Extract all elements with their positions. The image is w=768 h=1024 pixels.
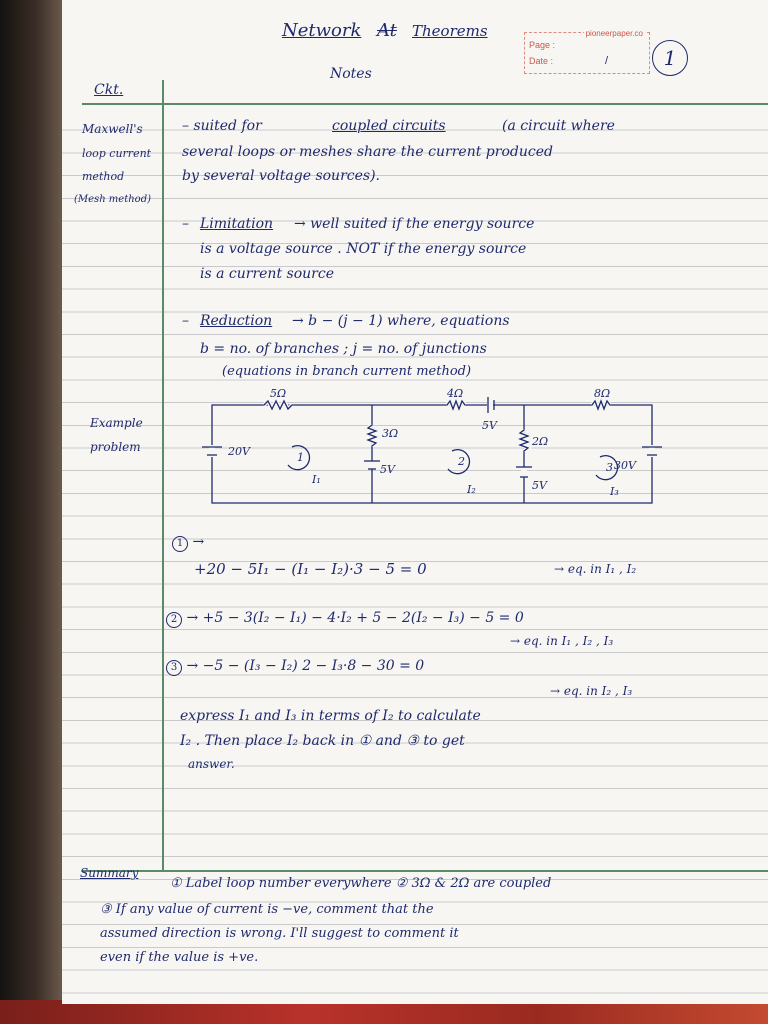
p2-line3: is a current source: [200, 266, 334, 282]
label-r1: 5Ω: [270, 387, 287, 400]
page-subtitle: Notes: [330, 66, 372, 82]
express-line2: I₂ . Then place I₂ back in ① and ③ to get: [180, 733, 465, 749]
eq3-label: 3: [166, 660, 182, 676]
summary-line3: assumed direction is wrong. I'll suggest to comment it: [100, 926, 459, 941]
summary-rule: [82, 870, 768, 872]
current-i3-label: I₃: [610, 485, 619, 498]
label-r5: 2Ω: [532, 435, 549, 448]
label-r4: 3Ω: [382, 427, 399, 440]
p2-line2: is a voltage source . NOT if the energy source: [200, 241, 527, 257]
method-name-3: method: [82, 170, 125, 183]
label-r3: 8Ω: [594, 387, 611, 400]
p3-line3: (equations in branch current method): [222, 364, 472, 379]
express-line3: answer.: [188, 757, 235, 771]
loop-1-label: 1: [297, 451, 304, 464]
eq1-note: → eq. in I₁ , I₂: [554, 562, 637, 576]
title-network: Network: [282, 20, 362, 41]
method-name-4: (Mesh method): [74, 194, 151, 205]
loop-3-label: 3: [606, 461, 613, 474]
p3-reduction: Reduction: [200, 313, 273, 329]
p1-line2: several loops or meshes share the current produced: [182, 144, 553, 160]
method-name-1: Maxwell's: [82, 122, 143, 136]
loop-2-label: 2: [458, 455, 465, 468]
summary-label: Summary: [80, 866, 139, 880]
label-r2: 4Ω: [447, 387, 464, 400]
page-label: Page :: [529, 40, 556, 50]
eq1: +20 − 5I₁ − (I₁ − I₂)·3 − 5 = 0: [194, 560, 427, 578]
circuit-diagram: [202, 385, 662, 510]
p2-dash: –: [182, 216, 189, 232]
notebook-page: Network At Theorems Notes pioneerpaper.co Page : Date : / 1 Ckt. Maxwell's loop current method (Mesh method) Example problem Summary – suited for coupled circuits (a circuit where several loops or meshes share the current produced by several voltage sources). – Limitation → well suited if the energy source is a voltage source . NOT if the energy source is a current source – Reduction → b − (j − 1) where, equations b = no. of branches ; j = no. of junctions (equations in branch current method) 5Ω 4Ω 8Ω 3Ω 2Ω 20V 5V 5V 5V 30V 1 2 3 I₁ I₂ I₃ 1 → +20 − 5I₁ − (I₁ − I₂)·3 − 5 = 0 → eq. in I₁ , I₂ 2 → +5 − 3(I₂ − I₁) − 4·I₂ + 5 − 2(I₂ − I₃) − 5 = 0 → eq. in I₁ , I₂ , I₃ 3 → −5 − (I₃ − I₂) 2 − I₃·8 − 30 = 0 → eq. in I₂ , I₃ express I₁ and I₃ in terms of I₂ to calculate I₂ . Then place I₂ back in ① and ③ to get answer. ① Label loop number everywhere ② 3Ω & 2Ω are coupled ③ If any value of current is −ve, comment that the assumed direction is wrong. I'll suggest to comment it even if the value is +ve.: [62, 0, 768, 1004]
summary-line1: ① Label loop number everywhere ② 3Ω & 2Ω are coupled: [170, 876, 552, 891]
title-theorems: Theorems: [412, 22, 488, 40]
eq3-note: → eq. in I₂ , I₃: [550, 684, 633, 698]
eq3: → −5 − (I₃ − I₂) 2 − I₃·8 − 30 = 0: [186, 658, 425, 674]
eq2-note: → eq. in I₁ , I₂ , I₃: [510, 634, 614, 648]
eq1-label: 1: [172, 536, 188, 552]
label-v2: 5V: [482, 419, 497, 432]
margin-line: [162, 80, 164, 870]
eq2: → +5 − 3(I₂ − I₁) − 4·I₂ + 5 − 2(I₂ − I₃) − 5 = 0: [186, 610, 524, 626]
p1-line1b: coupled circuits: [332, 118, 446, 134]
eq2-label: 2: [166, 612, 182, 628]
eq2-row: [166, 610, 524, 628]
date-value: /: [605, 55, 609, 67]
date-label: Date :: [529, 56, 554, 66]
current-i2-label: I₂: [467, 483, 476, 496]
page-info-box: [524, 29, 650, 74]
p2-limitation: Limitation: [200, 216, 274, 232]
example-label-2: problem: [90, 440, 141, 454]
method-name-2: loop current: [82, 147, 152, 160]
express-line1: express I₁ and I₃ in terms of I₂ to calculate: [180, 708, 481, 724]
p3-line2: b = no. of branches ; j = no. of junctions: [200, 341, 487, 357]
p3-line1: → b − (j − 1) where, equations: [292, 313, 510, 329]
example-label-1: Example: [90, 416, 143, 430]
p1-line3: by several voltage sources).: [182, 168, 380, 184]
eq3-row: [166, 658, 424, 676]
label-v4: 5V: [532, 479, 547, 492]
label-v3: 5V: [380, 463, 395, 476]
summary-line4: even if the value is +ve.: [100, 950, 259, 965]
header-rule: [82, 103, 768, 105]
p1-line1c: (a circuit where: [502, 118, 615, 134]
p1-line1a: – suited for: [182, 118, 262, 134]
eq1-arrow: →: [192, 534, 205, 550]
section-label: Ckt.: [94, 82, 124, 98]
label-v5: 30V: [614, 459, 636, 472]
current-i1-label: I₁: [312, 473, 321, 486]
p2-line1: → well suited if the energy source: [294, 216, 535, 232]
brand-label: pioneerpaper.co: [585, 29, 643, 38]
summary-line2: ③ If any value of current is −ve, comment that the: [100, 902, 434, 917]
page-number: 1: [652, 40, 688, 76]
p3-dash: –: [182, 313, 189, 329]
label-v1: 20V: [228, 445, 250, 458]
eq1-label-row: [172, 534, 204, 552]
background-left: [0, 0, 62, 1024]
